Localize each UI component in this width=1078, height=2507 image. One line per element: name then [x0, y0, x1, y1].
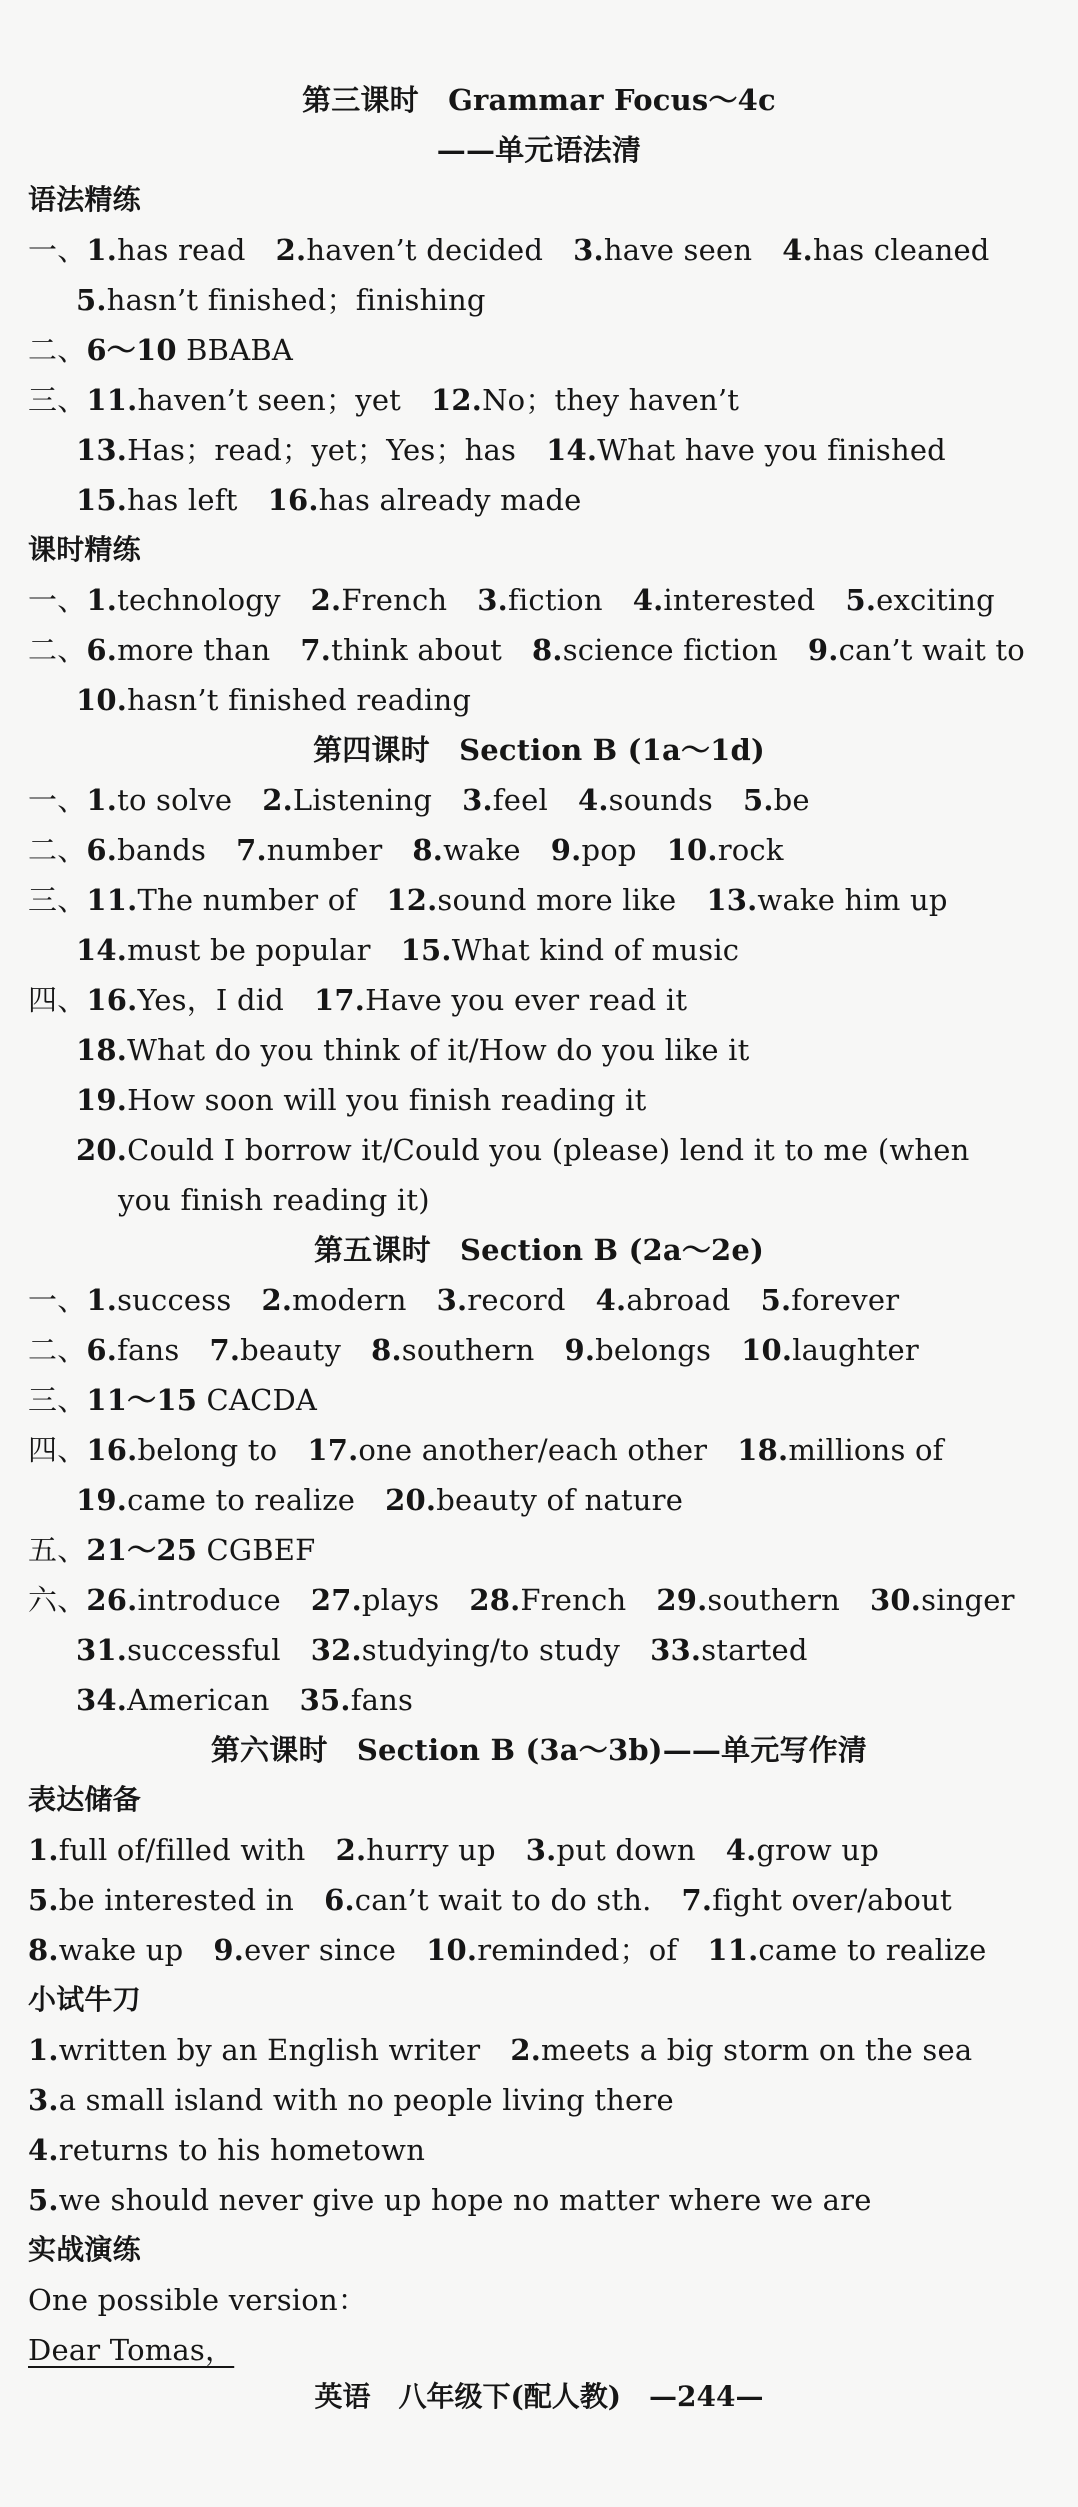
answer-text: we should never give up hope no matter where we are [58, 2183, 872, 2217]
answer-number: 10. [666, 833, 718, 867]
answer-text: How soon will you finish reading it [127, 1083, 647, 1117]
answer-text: returns to his hometown [58, 2133, 426, 2167]
answer-number: 3. [436, 1283, 468, 1317]
answer-text: fans [350, 1683, 414, 1717]
question-group-prefix: 一、 [28, 233, 87, 267]
answer-line [76, 925, 1048, 975]
question-group-prefix: 五、 [28, 1533, 87, 1567]
answer-text: No；they haven’t [482, 383, 740, 417]
answer-text: must be popular [127, 933, 371, 967]
section-heading-writing: 实战演练 [28, 2233, 141, 2266]
lesson-title-4: 第四课时 Section B (1a～1d) [313, 733, 765, 767]
answer-text: forever [791, 1283, 900, 1317]
answer-number: 18. [737, 1433, 789, 1467]
answer-text: wake [443, 833, 521, 867]
answer-text: millions of [788, 1433, 944, 1467]
answer-line [76, 275, 1048, 325]
answer-text: written by an English writer [58, 2033, 481, 2067]
answer-number: 27. [310, 1583, 362, 1617]
answer-number: 3. [525, 1833, 557, 1867]
answer-text: successful [127, 1633, 281, 1667]
answer-number: 11. [86, 883, 138, 917]
page-footer: 英语 八年级下(配人教) —244— [314, 2380, 764, 2413]
answer-line [28, 975, 1048, 1025]
answer-number: 5. [742, 783, 774, 817]
answer-text: laughter [792, 1333, 919, 1367]
answer-text: beauty of nature [436, 1483, 684, 1517]
answer-text: can’t wait to [838, 633, 1025, 667]
answer-text: pop [581, 833, 637, 867]
answer-number: 11. [86, 383, 138, 417]
answer-line-continued: you finish reading it) [118, 1183, 430, 1217]
answer-line [28, 1375, 1048, 1425]
answer-number: 3. [573, 233, 604, 267]
answer-number: 1. [28, 2033, 59, 2067]
answer-text: one another/each other [358, 1433, 708, 1467]
answer-text: sound more like [437, 883, 677, 917]
answer-text: bands [117, 833, 207, 867]
question-group-prefix: 三、 [28, 883, 87, 917]
answer-text: singer [921, 1583, 1015, 1617]
answer-number: 6. [86, 633, 118, 667]
answer-number: 33. [650, 1633, 702, 1667]
answer-text: introduce [137, 1583, 281, 1617]
answer-number: 17. [314, 983, 366, 1017]
answer-number: 6. [86, 1333, 118, 1367]
answer-number: 12. [431, 383, 483, 417]
answer-line [76, 425, 1048, 475]
answer-text: southern [401, 1333, 535, 1367]
answer-line [28, 1425, 1048, 1475]
answer-line [28, 1325, 1048, 1375]
answer-text: full of/filled with [58, 1833, 306, 1867]
answer-text: success [117, 1283, 232, 1317]
answer-number: 6. [86, 833, 118, 867]
answer-number: 1. [86, 1283, 118, 1317]
answer-text: Could I borrow it/Could you (please) lend it to me (when [127, 1133, 970, 1167]
answer-line [28, 1525, 1048, 1575]
answer-number: 3. [28, 2083, 59, 2117]
answer-number: 1. [86, 583, 118, 617]
answer-number: 5. [76, 283, 107, 317]
answer-number: 15. [400, 933, 452, 967]
answer-text: has already made [318, 483, 582, 517]
answer-text: can’t wait to do sth. [354, 1883, 652, 1917]
answer-text: number [266, 833, 383, 867]
answer-number: 5. [28, 2183, 59, 2217]
answer-text: modern [292, 1283, 407, 1317]
answer-line [76, 1675, 1048, 1725]
answer-text: be interested in [58, 1883, 295, 1917]
answer-line [28, 2175, 1048, 2225]
answer-number: 11～15 [86, 1383, 198, 1417]
answer-number: 19. [76, 1483, 128, 1517]
answer-text: rock [717, 833, 784, 867]
answer-number: 34. [76, 1683, 128, 1717]
answer-text: hasn’t finished；finishing [106, 283, 486, 317]
answer-text: have seen [603, 233, 753, 267]
answer-number: 4. [632, 583, 664, 617]
answer-text: fiction [507, 583, 603, 617]
answer-text: wake him up [757, 883, 948, 917]
answer-text: southern [707, 1583, 841, 1617]
answer-number: 3. [477, 583, 508, 617]
answer-number: 16. [267, 483, 319, 517]
answer-text: reminded；of [477, 1933, 678, 1967]
answer-text: started [701, 1633, 808, 1667]
answer-text: belong to [137, 1433, 278, 1467]
answer-number: 18. [76, 1033, 128, 1067]
answer-number: 32. [310, 1633, 362, 1667]
answer-number: 6. [324, 1883, 355, 1917]
answer-number: 1. [86, 233, 118, 267]
answer-number: 9. [550, 833, 582, 867]
answer-line [76, 1025, 1048, 1075]
answer-line [76, 1625, 1048, 1675]
answer-text: French [341, 583, 448, 617]
answer-text: has read [117, 233, 246, 267]
lesson-title-3: 第三课时 Grammar Focus～4c [302, 83, 776, 117]
answer-line [28, 2025, 1048, 2075]
question-group-prefix: 四、 [28, 1433, 87, 1467]
lesson-title-6: 第六课时 Section B (3a～3b)——单元写作清 [210, 1733, 868, 1767]
answer-number: 10. [76, 683, 128, 717]
answer-text: to solve [117, 783, 233, 817]
question-group-prefix: 二、 [28, 833, 87, 867]
answer-text: more than [117, 633, 271, 667]
answer-text: fans [117, 1333, 180, 1367]
answer-line [28, 575, 1048, 625]
answer-text: What kind of music [451, 933, 740, 967]
answer-text: feel [492, 783, 548, 817]
answer-line [28, 225, 1048, 275]
answer-number: 13. [706, 883, 758, 917]
answer-text: CGBEF [197, 1533, 316, 1567]
answer-number: 5. [760, 1283, 792, 1317]
answer-text: came to realize [127, 1483, 356, 1517]
answer-text: BBABA [176, 333, 293, 367]
answer-line [28, 875, 1048, 925]
answer-number: 4. [28, 2133, 59, 2167]
lesson-subtitle-3: ——单元语法清 [436, 133, 642, 167]
answer-line [76, 475, 1048, 525]
section-heading-lesson: 课时精练 [28, 533, 141, 566]
answer-text: think about [331, 633, 503, 667]
answer-number: 30. [870, 1583, 922, 1617]
answer-text: abroad [626, 1283, 731, 1317]
answer-text: record [467, 1283, 566, 1317]
answer-line [28, 2125, 1048, 2175]
answer-number: 4. [725, 1833, 757, 1867]
answer-text: wake up [58, 1933, 184, 1967]
answer-line [76, 675, 1048, 725]
answer-number: 13. [76, 433, 128, 467]
letter-salutation: Dear Tomas， [28, 2333, 235, 2367]
answer-text: beauty [240, 1333, 342, 1367]
answer-text: science fiction [562, 633, 778, 667]
answer-number: 7. [209, 1333, 241, 1367]
answer-number: 9. [213, 1933, 245, 1967]
answer-text: CACDA [197, 1383, 318, 1417]
answer-text: What have you finished [597, 433, 946, 467]
question-group-prefix: 四、 [28, 983, 87, 1017]
answer-number: 7. [681, 1883, 713, 1917]
answer-line [28, 625, 1048, 675]
answer-number: 9. [564, 1333, 596, 1367]
lesson-title-5: 第五课时 Section B (2a～2e) [313, 1233, 765, 1267]
answer-line [28, 825, 1048, 875]
answer-number: 10. [426, 1933, 478, 1967]
answer-number: 2. [335, 1833, 367, 1867]
answer-line [76, 1075, 1048, 1125]
answer-text: studying/to study [361, 1633, 621, 1667]
answer-number: 12. [386, 883, 438, 917]
answer-number: 4. [595, 1283, 627, 1317]
answer-number: 8. [412, 833, 444, 867]
answer-text: be [773, 783, 810, 817]
answer-text: haven’t seen；yet [137, 383, 402, 417]
answer-text: hasn’t finished reading [127, 683, 472, 717]
answer-number: 2. [261, 1283, 293, 1317]
answer-number: 2. [510, 2033, 542, 2067]
question-group-prefix: 六、 [28, 1583, 87, 1617]
answer-text: The number of [137, 883, 357, 917]
answer-number: 4. [577, 783, 609, 817]
answer-line [28, 1925, 1048, 1975]
section-heading-expression: 表达储备 [28, 1783, 141, 1816]
answer-number: 28. [469, 1583, 521, 1617]
answer-number: 8. [28, 1933, 59, 1967]
answer-text: hurry up [366, 1833, 496, 1867]
answer-line [76, 1125, 1048, 1175]
answer-number: 17. [307, 1433, 359, 1467]
answer-text: has left [127, 483, 238, 517]
answer-text: American [127, 1683, 270, 1717]
answer-line [28, 1825, 1048, 1875]
answer-text: technology [117, 583, 281, 617]
answer-number: 19. [76, 1083, 128, 1117]
letter-salutation-row [28, 2325, 1048, 2375]
answer-number: 20. [385, 1483, 437, 1517]
answer-text: meets a big storm on the sea [541, 2033, 973, 2067]
answer-line [76, 1475, 1048, 1525]
answer-text: a small island with no people living there [58, 2083, 674, 2117]
answer-number: 2. [262, 783, 293, 817]
answer-line [28, 1575, 1048, 1625]
answer-number: 4. [782, 233, 813, 267]
answer-line [28, 325, 1048, 375]
question-group-prefix: 一、 [28, 783, 87, 817]
answer-number: 16. [86, 983, 138, 1017]
answer-number: 35. [299, 1683, 351, 1717]
answer-number: 5. [845, 583, 877, 617]
answer-text: What do you think of it/How do you like it [127, 1033, 750, 1067]
sample-version-label: One possible version： [28, 2283, 368, 2317]
answer-line [28, 1875, 1048, 1925]
answer-text: plays [361, 1583, 440, 1617]
answer-number: 2. [310, 583, 342, 617]
answer-number: 20. [76, 1133, 128, 1167]
question-group-prefix: 二、 [28, 333, 87, 367]
answer-text: ever since [244, 1933, 397, 1967]
question-group-prefix: 二、 [28, 633, 87, 667]
answer-line [28, 775, 1048, 825]
answer-number: 8. [371, 1333, 402, 1367]
answer-text: Yes，I did [137, 983, 285, 1017]
answer-text: haven’t decided [306, 233, 544, 267]
question-group-prefix: 一、 [28, 583, 87, 617]
answer-number: 10. [741, 1333, 793, 1367]
answer-text: interested [663, 583, 816, 617]
answer-number: 6～10 [86, 333, 177, 367]
answer-number: 7. [236, 833, 267, 867]
answer-number: 2. [275, 233, 307, 267]
answer-text: French [520, 1583, 627, 1617]
answer-number: 21～25 [86, 1533, 198, 1567]
answer-number: 31. [76, 1633, 128, 1667]
answer-line [28, 375, 1048, 425]
answer-number: 5. [28, 1883, 59, 1917]
answer-text: came to realize [758, 1933, 987, 1967]
answer-line [28, 1275, 1048, 1325]
answer-text: belongs [595, 1333, 712, 1367]
section-heading-practice: 小试牛刀 [28, 1983, 141, 2016]
answer-text: Have you ever read it [365, 983, 688, 1017]
question-group-prefix: 二、 [28, 1333, 87, 1367]
answer-text: has cleaned [812, 233, 990, 267]
answer-number: 26. [86, 1583, 138, 1617]
answer-number: 1. [86, 783, 118, 817]
answer-number: 14. [546, 433, 598, 467]
answer-number: 1. [28, 1833, 59, 1867]
answer-number: 7. [300, 633, 332, 667]
answer-text: Has；read；yet；Yes；has [127, 433, 517, 467]
answer-number: 11. [707, 1933, 759, 1967]
answer-text: Listening [292, 783, 433, 817]
answer-number: 3. [462, 783, 493, 817]
answer-text: grow up [756, 1833, 879, 1867]
answer-number: 8. [532, 633, 563, 667]
question-group-prefix: 一、 [28, 1283, 87, 1317]
question-group-prefix: 三、 [28, 1383, 87, 1417]
answer-number: 16. [86, 1433, 138, 1467]
answer-number: 14. [76, 933, 128, 967]
answer-text: put down [556, 1833, 696, 1867]
section-heading-grammar: 语法精练 [28, 183, 141, 216]
answer-text: exciting [876, 583, 995, 617]
answer-number: 29. [656, 1583, 708, 1617]
answer-line [28, 2075, 1048, 2125]
answer-number: 15. [76, 483, 128, 517]
answer-text: fight over/about [712, 1883, 952, 1917]
answer-number: 9. [807, 633, 839, 667]
answer-text: sounds [608, 783, 713, 817]
question-group-prefix: 三、 [28, 383, 87, 417]
